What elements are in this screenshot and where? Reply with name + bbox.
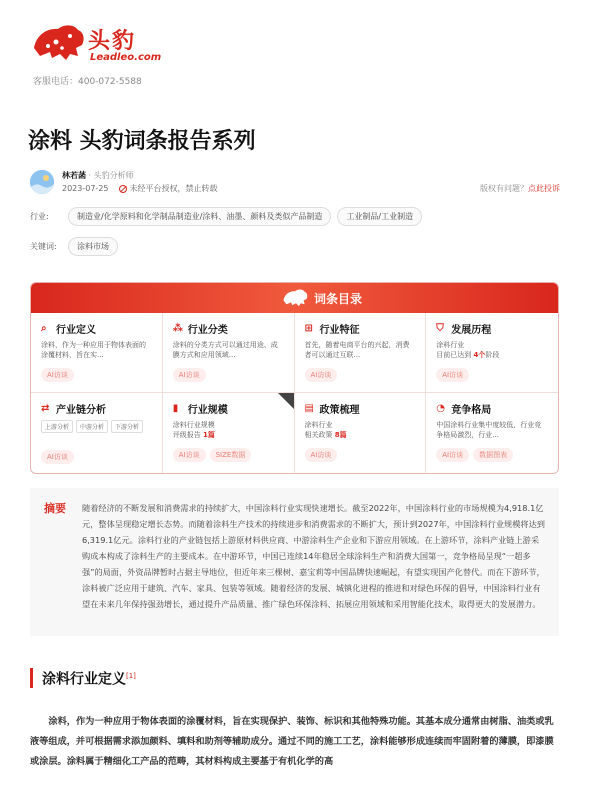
downstream-tag[interactable]: 下游分析 (111, 420, 143, 433)
toc-item-desc (305, 420, 416, 442)
section-title-text: 涂料行业定义 (42, 671, 126, 688)
desc-line: 相关政策 (304, 431, 335, 439)
author-line (62, 170, 134, 181)
toc-item-title: 行业分类 (187, 325, 228, 336)
corner-badge-icon (278, 393, 294, 409)
toc-item-classification[interactable] (163, 313, 295, 393)
no-copy-icon (119, 185, 127, 193)
features-icon: ⊞ (304, 322, 313, 334)
ai-interview-button[interactable]: AI访谈 (173, 448, 206, 462)
copyright-notice: 未经平台授权，禁止转载 (129, 184, 218, 193)
toc-item-title: 行业特征 (319, 325, 360, 336)
feedback-text: 版权有问题？ (480, 184, 528, 193)
policy-count: 8篇 (334, 431, 347, 439)
ai-interview-button[interactable]: AI访谈 (173, 368, 206, 382)
toc-item-title: 行业定义 (56, 325, 96, 336)
toc-item-desc: 中国涂料行业集中度较低，行业竞争格局激烈，行业... (436, 421, 542, 439)
upstream-tag[interactable]: 上游分析 (41, 420, 73, 433)
desc-line: 涂料行业规模 (172, 421, 215, 429)
toc-item-desc: 涂料的分类方式可以通过用途、成膜方式和应用领域... (172, 341, 278, 359)
author-name[interactable]: 林若菡 (62, 171, 86, 180)
toc-item-desc: 首先，随着电商平台的兴起，消费者可以通过互联... (304, 341, 410, 359)
definition-icon: ⌕ (41, 322, 47, 334)
scale-icon: ▮ (172, 402, 179, 414)
reference-link[interactable]: [1] (126, 672, 136, 680)
ai-interview-button[interactable]: AI访谈 (305, 368, 338, 382)
industry-tag[interactable]: 工业制品/工业制造 (337, 207, 422, 226)
page-title: 涂料 头豹词条报告系列 (28, 129, 256, 154)
brand-logo[interactable] (30, 18, 160, 68)
industry-row (30, 207, 428, 226)
desc-line: 目前已达到 (436, 351, 474, 359)
industry-tag[interactable]: 制造业/化学原料和化学制品制造业/涂料、油墨、颜料及类似产品制造 (68, 207, 331, 226)
desc-suffix: 阶段 (485, 351, 500, 359)
toc-item-competition[interactable] (426, 393, 558, 474)
policy-icon: ▤ (304, 402, 314, 414)
keyword-tag[interactable]: 涂料市场 (68, 237, 118, 256)
toc-item-desc (436, 340, 548, 362)
toc-item-desc: 涂料，作为一种应用于物体表面的涂覆材料，旨在实... (41, 341, 146, 359)
ai-interview-button[interactable]: AI访谈 (436, 448, 469, 462)
history-icon: ⛉ (436, 322, 444, 334)
toc-item-title: 政策梳理 (319, 405, 360, 416)
date-line (62, 183, 218, 194)
data-chart-button[interactable]: 数据图表 (473, 448, 513, 462)
toc-header (31, 283, 558, 313)
section-title (30, 668, 136, 688)
avatar[interactable] (30, 170, 54, 194)
abstract-label: 摘要 (44, 502, 66, 515)
abstract-box (30, 488, 559, 636)
toc-item-title: 发展历程 (451, 325, 492, 336)
report-count: 1篇 (202, 431, 215, 439)
copyright-feedback (480, 183, 560, 194)
leopard-logo-icon (30, 18, 86, 68)
ai-interview-button[interactable]: AI访谈 (436, 368, 469, 382)
desc-line: 涂料行业 (436, 341, 465, 349)
toc-item-desc (173, 420, 284, 442)
midstream-tag[interactable]: 中游分析 (76, 420, 108, 433)
keywords-row (30, 237, 124, 256)
definition-paragraph: 涂料，作为一种应用于物体表面的涂覆材料，旨在实现保护、装饰、标识和其他特殊功能。其基本成分通常由树脂、油类或乳液等组成，并可根据需求添加颜料、填料和助剂等辅助成分。通过不同的施工工艺，涂料能够形成连续而牢固附着的薄膜，即漆膜或涂层。涂料属于精细化工产品的范畴，其材料构成主要基于有机化学的高 (30, 716, 554, 767)
abstract-text: 随着经济的不断发展和消费需求的持续扩大，中国涂料行业实现快速增长。截至2022年，中国涂料行业的市场规模为4,918.1亿元，整体呈现稳定增长态势。而随着涂料生产技术的持续进步和消费需求的不断扩大，预计到2027年，中国涂料行业规模将达到6,319.1亿元。涂料行业的产业链包括上游原材料供应商、中游涂料生产企业和下游应用领域。在上游环节，涂料产业链上游采购成本构成了涂料生产的主要成本。在中游环节，中国已连续14年稳居全球涂料生产和消费大国第一，竞争格局呈现“一超多强”的局面，外资品牌暂时占据主导地位，但近年来三棵树、嘉宝莉等中国品牌快速崛起，有望实现国产化替代。而在下游环节，涂料被广泛应用于建筑、汽车、家具、包装等领域。随着经济的发展、城镇化进程的推进和对绿色环保的倡导，中国涂料行业有望在未来几年保持强劲增长，通过提升产品质量、推广绿色环保涂料、拓展应用领域和采用智能化技术，取得更大的发展潜力。 (82, 503, 545, 609)
avatar-icon (30, 170, 54, 194)
toc-item-title: 竞争格局 (451, 405, 492, 416)
size-data-button[interactable]: SIZE数据 (210, 448, 252, 462)
classification-icon: ⁂ (172, 322, 183, 334)
competition-icon: ◔ (436, 402, 445, 414)
ai-interview-button[interactable]: AI访谈 (41, 450, 74, 464)
brand-name-cn: 头豹 (88, 29, 137, 54)
toc-item-history[interactable] (426, 313, 558, 393)
author-org: · 头豹分析师 (88, 171, 134, 180)
toc-item-policy[interactable] (295, 393, 427, 474)
hotline: 客服电话：400-072-5588 (33, 77, 142, 87)
chain-icon: ⇄ (41, 402, 50, 414)
ai-interview-button[interactable]: AI访谈 (305, 448, 338, 462)
industry-label: 行业: (30, 212, 49, 221)
toc-item-features[interactable] (295, 313, 427, 393)
toc-title: 词条目录 (314, 292, 363, 306)
publish-date: 2023-07-25 (62, 184, 109, 193)
complaint-link[interactable]: 点此投诉 (528, 184, 560, 193)
keywords-label: 关键词: (30, 242, 57, 251)
ai-interview-button[interactable]: AI访谈 (41, 368, 74, 382)
toc-item-title: 产业链分析 (56, 405, 106, 416)
toc-item-title: 行业规模 (187, 405, 228, 416)
desc-line: 评级报告 (172, 431, 203, 439)
leopard-logo-icon (281, 286, 309, 310)
brand-name-en: Leadleo.com (90, 52, 162, 63)
toc-item-scale[interactable] (163, 393, 295, 474)
stage-count: 4个 (473, 351, 486, 359)
toc-item-definition[interactable] (31, 313, 163, 393)
toc-item-chain[interactable] (31, 393, 163, 474)
desc-line: 涂料行业 (304, 421, 333, 429)
toc-panel (30, 282, 559, 474)
